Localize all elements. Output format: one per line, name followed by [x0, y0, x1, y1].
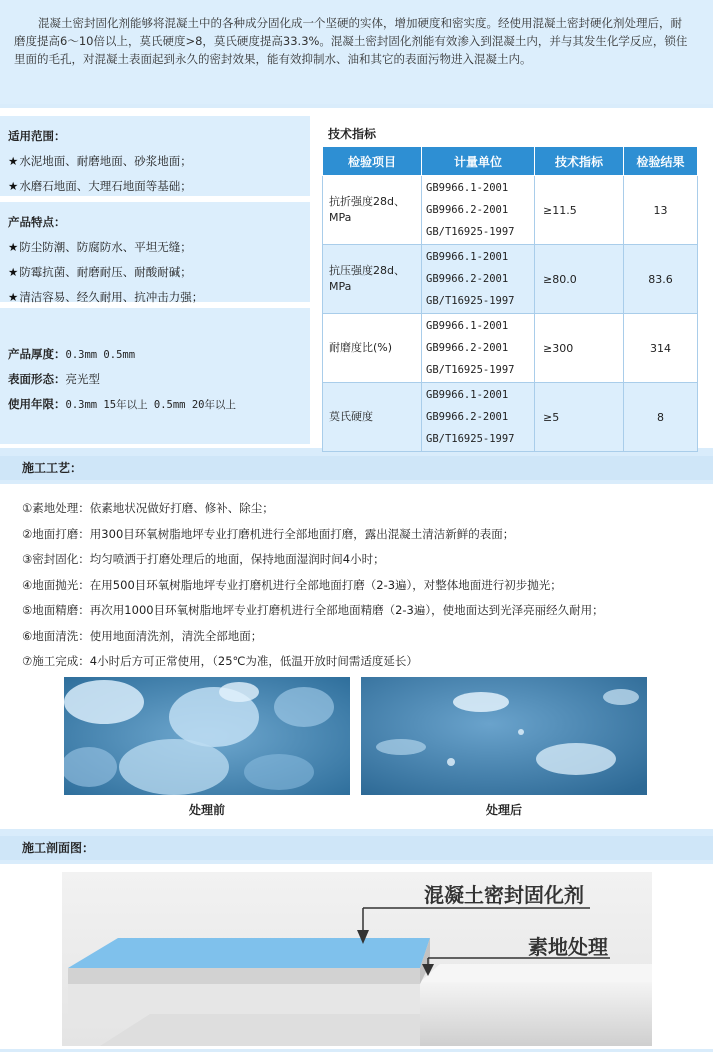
column-header: 检验结果	[624, 147, 698, 176]
list-item: ①素地处理：依素地状况做好打磨、修补、除尘；	[22, 501, 274, 515]
before-photo	[64, 677, 350, 795]
column-header: 检验项目	[323, 147, 422, 176]
substrate-top	[420, 964, 652, 982]
tech-spec-table	[322, 146, 698, 452]
cell-spec: ≥11.5	[535, 176, 624, 245]
list-item: ⑤地面精磨：再次用1000目环氧树脂地坪专业打磨机进行全部地面精磨（2-3遍），使地面达到光泽亮丽经久耐用；	[22, 603, 604, 617]
cell-item: 抗折强度28d、MPa	[323, 176, 422, 245]
after-caption: 处理后	[485, 803, 522, 817]
column-header: 计量单位	[422, 147, 535, 176]
thickness-row: 产品厚度：0.3mm 0.5mm	[8, 347, 136, 361]
star-icon: ★	[8, 265, 19, 279]
life-row: 使用年限：0.3mm 15年以上 0.5mm 20年以上	[8, 397, 236, 411]
cell-standard: GB9966.1-2001 GB9966.2-2001 GB/T16925-1997	[422, 383, 535, 452]
list-item: ★清洁容易、经久耐用、抗冲击力强；	[8, 290, 204, 304]
list-item: ★防尘防潮、防腐防水、平坦无缝；	[8, 240, 192, 254]
surface-row: 表面形态：亮光型	[8, 372, 100, 386]
cell-result: 83.6	[624, 245, 698, 314]
upper-slab-front	[68, 984, 420, 1014]
cell-spec: ≥5	[535, 383, 624, 452]
star-icon: ★	[8, 179, 19, 193]
substrate-label: 素地处理	[528, 935, 608, 959]
base-slab-right	[420, 982, 652, 1046]
section-diagram-heading: 施工剖面图：	[0, 836, 713, 860]
list-item: ③密封固化：均匀喷洒于打磨处理后的地面，保持地面湿润时间4小时；	[22, 552, 385, 566]
specs-box	[0, 308, 310, 444]
cell-spec: ≥300	[535, 314, 624, 383]
star-icon: ★	[8, 154, 19, 168]
column-header: 技术指标	[535, 147, 624, 176]
list-item: ★防霉抗菌、耐磨耐压、耐酸耐碱；	[8, 265, 192, 279]
cell-standard: GB9966.1-2001 GB9966.2-2001 GB/T16925-1997	[422, 176, 535, 245]
cell-result: 314	[624, 314, 698, 383]
table-row	[323, 176, 698, 245]
sealer-layer-top	[68, 938, 430, 968]
star-icon: ★	[8, 290, 19, 304]
product-info-section	[0, 108, 713, 448]
cell-standard: GB9966.1-2001 GB9966.2-2001 GB/T16925-1997	[422, 314, 535, 383]
left-column	[0, 108, 310, 448]
table-header-row	[323, 147, 698, 176]
table-row	[323, 383, 698, 452]
scope-box	[0, 116, 310, 196]
cell-result: 13	[624, 176, 698, 245]
cell-item: 耐磨度比(%)	[323, 314, 422, 383]
process-heading: 施工工艺：	[0, 456, 713, 480]
section-diagram	[0, 864, 713, 1049]
comparison-photos	[0, 669, 713, 829]
cell-result: 8	[624, 383, 698, 452]
after-photo	[361, 677, 647, 795]
process-steps	[0, 484, 713, 669]
cell-item: 莫氏硬度	[323, 383, 422, 452]
list-item: ④地面抛光：在用500目环氧树脂地坪专业打磨机进行全部地面打磨（2-3遍），对整体地面进行初步抛光；	[22, 577, 562, 592]
features-box	[0, 202, 310, 302]
cell-spec: ≥80.0	[535, 245, 624, 314]
star-icon: ★	[8, 240, 19, 254]
cell-standard: GB9966.1-2001 GB9966.2-2001 GB/T16925-1997	[422, 245, 535, 314]
cell-item: 抗压强度28d、MPa	[323, 245, 422, 314]
list-item: ⑥地面清洗：使用地面清洗剂，清洗全部地面；	[22, 628, 263, 643]
list-item: ②地面打磨：用300目环氧树脂地坪专业打磨机进行全部地面打磨，露出混凝土清洁新鲜的表面；	[22, 526, 515, 541]
list-item: ★水泥地面、耐磨地面、砂浆地面；	[8, 154, 192, 168]
scope-title: 适用范围：	[8, 129, 66, 143]
before-caption: 处理前	[188, 803, 225, 817]
table-row	[323, 245, 698, 314]
tech-spec-panel	[322, 122, 702, 452]
tech-title: 技术指标	[328, 127, 377, 141]
features-title: 产品特点：	[8, 215, 66, 229]
intro-paragraph: 混凝土密封固化剂能够将混凝土中的各种成分固化成一个坚硬的实体，增加硬度和密实度。经使用混凝土密封硬化剂处理后，耐磨度提高6～10倍以上，莫氏硬度>8，莫氏硬度提高33.3%。混凝土密封固化剂能有效渗入到混凝土内，并与其发生化学反应，锁住里面的毛孔，对混凝土表面起到永久的密封效果，能有效抑制水、油和其它的表面污物进入混凝土内。	[0, 0, 713, 104]
sealer-layer-edge	[68, 968, 420, 984]
list-item: ⑦施工完成：4小时后方可正常使用，（25℃为准，低温开放时间需适度延长）	[22, 654, 418, 668]
layer-diagram	[0, 864, 713, 1049]
list-item: ★水磨石地面、大理石地面等基础；	[8, 179, 192, 193]
sealer-label: 混凝土密封固化剂	[424, 883, 584, 907]
table-row	[323, 314, 698, 383]
